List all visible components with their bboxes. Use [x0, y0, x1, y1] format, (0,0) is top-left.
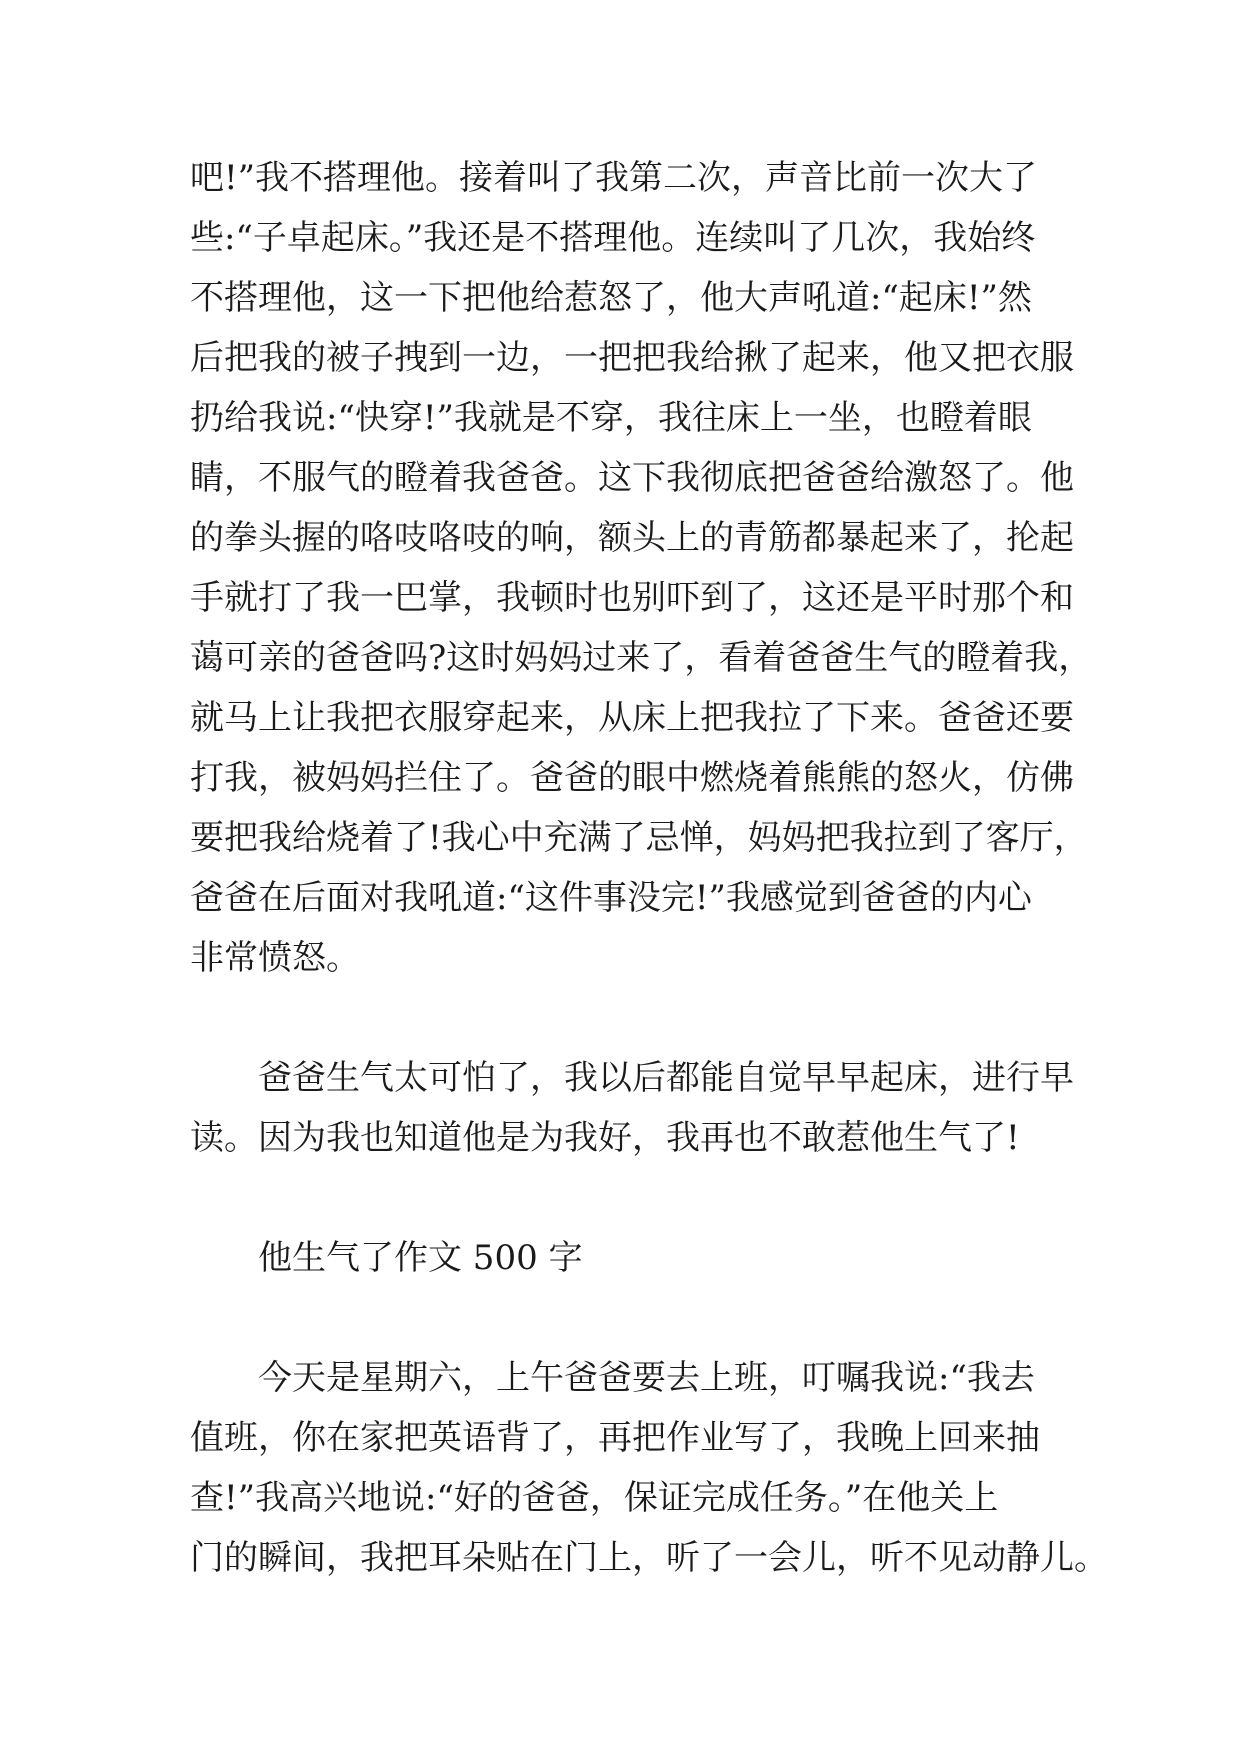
text-line: 手就打了我一巴掌，我顿时也别吓到了，这还是平时那个和 — [190, 578, 1074, 618]
paragraph-spacer — [190, 1288, 1060, 1348]
text-line: 的拳头握的咯吱咯吱的响，额头上的青筋都暴起来了，抡起 — [190, 518, 1074, 558]
text-line: 要把我给烧着了!我心中充满了忌惮，妈妈把我拉到了客厅， — [190, 818, 1088, 858]
paragraph-spacer — [190, 988, 1060, 1048]
text-line: 非常愤怒。 — [190, 938, 360, 978]
paragraph-1 — [190, 148, 1093, 988]
section-heading — [190, 1228, 1060, 1288]
document-body — [190, 148, 1108, 1588]
text-line: 爸爸生气太可怕了，我以后都能自觉早早起床，进行早 — [258, 1058, 1074, 1098]
text-line: 就马上让我把衣服穿起来，从床上把我拉了下来。爸爸还要 — [190, 698, 1074, 738]
text-line: 蔼可亲的爸爸吗?这时妈妈过来了，看着爸爸生气的瞪着我， — [190, 638, 1093, 678]
text-line: 读。因为我也知道他是为我好，我再也不敢惹他生气了! — [190, 1118, 1020, 1158]
text-line: 爸爸在后面对我吼道:“这件事没完!”我感觉到爸爸的内心 — [190, 878, 1032, 918]
heading-line: 他生气了作文 500 字 — [258, 1238, 583, 1278]
text-line: 今天是星期六，上午爸爸要去上班，叮嘱我说:“我去 — [258, 1358, 1035, 1398]
paragraph-spacer — [190, 1168, 1060, 1228]
text-line: 不搭理他，这一下把他给惹怒了，他大声吼道:“起床!”然 — [190, 278, 1032, 318]
text-line: 吧!”我不搭理他。接着叫了我第二次，声音比前一次大了 — [190, 158, 1038, 198]
text-line: 些:“子卓起床。”我还是不搭理他。连续叫了几次，我始终 — [190, 218, 1036, 258]
text-line: 后把我的被子拽到一边，一把把我给揪了起来，他又把衣服 — [190, 338, 1074, 378]
paragraph-2 — [190, 1048, 1074, 1168]
text-line: 打我，被妈妈拦住了。爸爸的眼中燃烧着熊熊的怒火，仿佛 — [190, 758, 1074, 798]
text-line: 扔给我说:“快穿!”我就是不穿，我往床上一坐，也瞪着眼 — [190, 398, 1032, 438]
text-line: 门的瞬间，我把耳朵贴在门上，听了一会儿，听不见动静儿。 — [190, 1538, 1108, 1578]
paragraph-3 — [190, 1348, 1108, 1588]
text-line: 睛，不服气的瞪着我爸爸。这下我彻底把爸爸给激怒了。他 — [190, 458, 1074, 498]
text-line: 查!”我高兴地说:“好的爸爸，保证完成任务。”在他关上 — [190, 1478, 999, 1518]
text-line: 值班，你在家把英语背了，再把作业写了，我晚上回来抽 — [190, 1418, 1040, 1458]
